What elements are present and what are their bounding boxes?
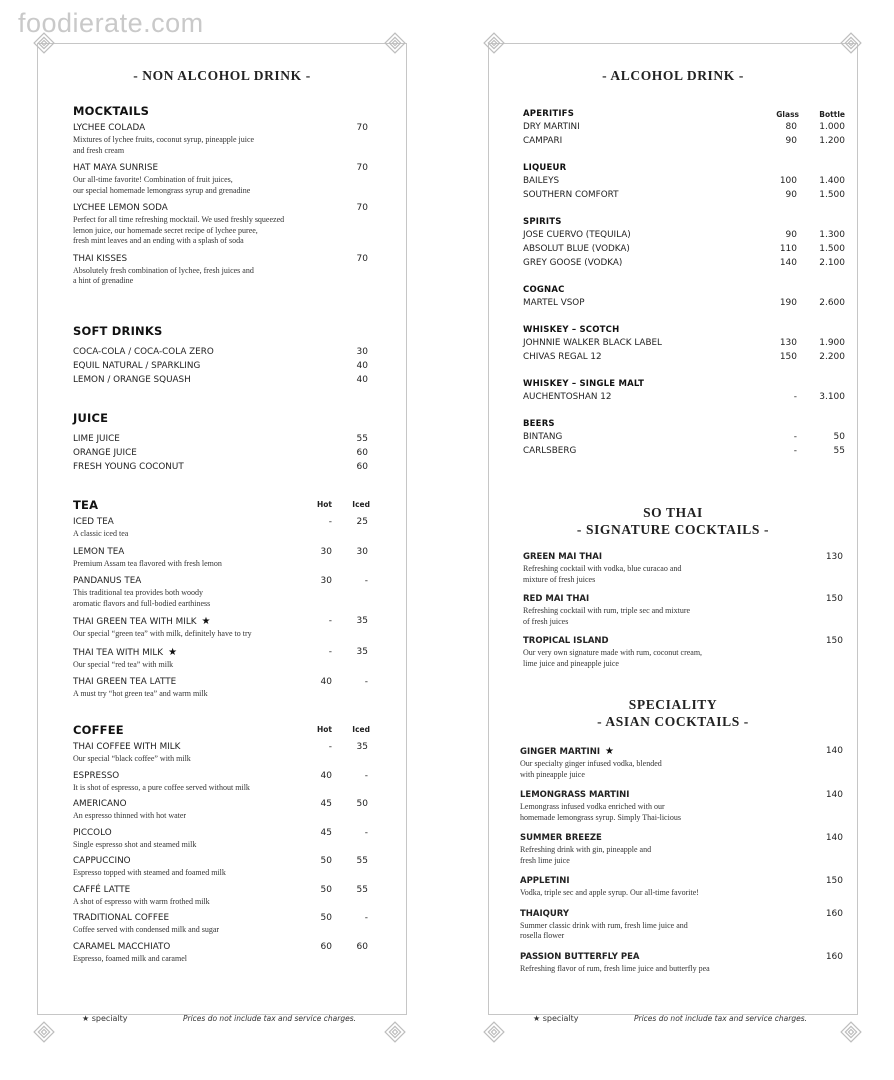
alcohol-group-heading: WHISKEY – SCOTCH: [523, 325, 620, 335]
item-price-hot: 50: [320, 856, 332, 866]
item-price-iced: 25: [356, 517, 368, 527]
corner-ornament-icon: [31, 1019, 57, 1045]
item-name: JOHNNIE WALKER BLACK LABEL: [523, 338, 662, 348]
item-description: Refreshing cocktail with vodka, blue curacao and mixture of fresh juices: [523, 564, 682, 584]
item-price-hot: 30: [320, 546, 332, 557]
item-description: Espresso topped with steamed and foamed milk: [73, 868, 226, 877]
item-price-price: 150: [825, 594, 843, 604]
coffee-heading: COFFEE: [73, 723, 124, 737]
alcohol-group: [523, 324, 845, 365]
menu-item: [73, 646, 370, 671]
item-description: Lemongrass infused vodka enriched with our homemade lemongrass syrup. Simply Thai-licious: [520, 802, 681, 822]
item-name: SOUTHERN COMFORT: [523, 190, 619, 200]
item-name: AUCHENTOSHAN 12: [523, 392, 612, 402]
menu-item: [523, 351, 845, 365]
menu-item: [523, 121, 845, 135]
menu-item: [523, 135, 845, 149]
item-price-glass: 140: [779, 258, 797, 268]
menu-item: [73, 253, 370, 287]
item-price-bottle: 1.400: [819, 176, 845, 186]
item-description: An espresso thinned with hot water: [73, 811, 187, 820]
item-description: Our special “green tea” with milk, definitely have to try: [73, 629, 252, 638]
alcohol-group-heading: APERITIFS: [523, 109, 575, 119]
item-description: Single espresso shot and steamed milk: [73, 839, 197, 849]
tea-hot-header: Hot: [316, 500, 332, 509]
menu-item: [523, 257, 845, 271]
item-price-hot: 50: [320, 913, 332, 923]
menu-item: [73, 884, 370, 908]
menu-item: [73, 615, 370, 640]
item-name: HAT MAYA SUNRISE: [73, 163, 159, 173]
item-name: THAI TEA WITH MILK ★: [73, 646, 178, 658]
menu-item: [73, 122, 370, 156]
item-price-bottle: 1.300: [819, 230, 845, 240]
alcohol-group-heading: LIQUEUR: [523, 163, 567, 173]
juice-section: [73, 411, 370, 475]
alcohol-group-heading: COGNAC: [523, 285, 565, 295]
mocktails-section: [73, 104, 370, 293]
corner-ornament-icon: [382, 1019, 408, 1045]
item-description: Vodka, triple sec and apple syrup. Our all-time favorite!: [520, 888, 699, 897]
non-alcohol-menu-panel: [37, 43, 407, 1023]
alcohol-group: [523, 284, 845, 311]
left-footer: [82, 1014, 356, 1028]
item-price-glass: 110: [779, 244, 797, 254]
item-name: ABSOLUT BLUE (VODKA): [523, 244, 630, 254]
item-name: THAI GREEN TEA LATTE: [73, 677, 177, 687]
item-price-bottle: 1.500: [819, 190, 845, 200]
item-price-price: 160: [825, 908, 843, 919]
menu-item: [73, 516, 370, 540]
speciality-title: SPECIALITY - ASIAN COCKTAILS -: [597, 697, 749, 729]
item-name: THAIQURY: [520, 908, 570, 919]
menu-item: [523, 229, 845, 243]
tax-note: Prices do not include tax and service charges.: [633, 1014, 807, 1023]
item-price-bottle: 3.100: [819, 392, 845, 402]
item-price-glass: 90: [785, 136, 797, 146]
menu-item: [73, 941, 370, 965]
item-price-hot: 45: [320, 799, 332, 809]
item-name: CAFFÉ LATTE: [73, 884, 131, 895]
menu-item: [520, 908, 845, 942]
alcohol-group-heading: SPIRITS: [523, 217, 562, 227]
specialty-legend: ★ specialty: [82, 1014, 128, 1023]
menu-item: [520, 789, 845, 823]
menu-item: [73, 202, 370, 247]
item-price-iced: 60: [356, 941, 368, 952]
item-name: LYCHEE COLADA: [73, 123, 146, 133]
star-icon: ★: [533, 1014, 541, 1023]
alcohol-group: [523, 162, 845, 203]
soft-drinks-section: [73, 324, 370, 388]
item-name: AMERICANO: [73, 799, 127, 809]
soft-drinks-heading: SOFT DRINKS: [73, 324, 163, 338]
item-name: THAI GREEN TEA WITH MILK ★: [73, 616, 211, 627]
corner-ornament-icon: [838, 1019, 864, 1045]
item-name: CHIVAS REGAL 12: [523, 352, 602, 362]
item-name: THAI COFFEE WITH MILK: [73, 742, 181, 752]
item-price-iced: -: [364, 576, 368, 586]
menu-item: [520, 745, 845, 780]
tax-note: Prices do not include tax and service charges.: [182, 1014, 356, 1023]
menu-item: [73, 798, 370, 822]
item-price-price: 140: [825, 790, 843, 800]
item-description: A classic iced tea: [73, 529, 129, 538]
item-price-hot: 45: [320, 827, 332, 838]
alcohol-group: [523, 378, 845, 405]
speciality-section: [520, 745, 845, 983]
item-name: GINGER MARTINI ★: [520, 746, 614, 757]
item-name: CAMPARI: [523, 136, 563, 146]
menu-item: [73, 575, 370, 609]
item-price-bottle: 1.200: [819, 136, 845, 146]
item-price-bottle: 1.500: [819, 244, 845, 254]
item-price-iced: 50: [356, 799, 368, 809]
alcohol-group: [523, 418, 845, 459]
menu-item: [520, 951, 845, 975]
menu-item: [523, 431, 845, 445]
menu-item: [523, 243, 845, 257]
item-name: PASSION BUTTERFLY PEA: [520, 951, 640, 962]
item-price-iced: 55: [356, 884, 368, 895]
item-price-glass: 190: [779, 298, 797, 308]
menu-item: [523, 297, 845, 311]
item-price-iced: 35: [356, 742, 368, 752]
item-name: TRADITIONAL COFFEE: [73, 913, 170, 923]
corner-ornament-icon: [481, 1019, 507, 1045]
star-icon: ★: [201, 616, 211, 627]
item-price-bottle: 2.100: [819, 258, 845, 268]
item-name: EQUIL NATURAL / SPARKLING: [73, 361, 201, 371]
item-price-hot: 30: [320, 576, 332, 586]
menu-item: [73, 360, 370, 373]
item-description: Espresso, foamed milk and caramel: [73, 953, 187, 963]
item-price-hot: 50: [320, 884, 332, 895]
item-price-bottle: 1.900: [819, 338, 845, 348]
alcohol-group: [523, 216, 845, 271]
menu-item: [73, 461, 370, 474]
bottle-header: Bottle: [819, 110, 845, 119]
corner-ornament-icon: [838, 30, 864, 56]
menu-item: [523, 175, 845, 189]
item-name: SUMMER BREEZE: [520, 833, 602, 843]
signature-title: SO THAI - SIGNATURE COCKTAILS -: [576, 505, 770, 537]
alcohol-group-heading: BEERS: [523, 419, 555, 429]
item-name: ORANGE JUICE: [73, 448, 137, 458]
item-price-price: 70: [356, 123, 368, 133]
item-name: GREY GOOSE (VODKA): [523, 258, 623, 268]
item-price-hot: 40: [320, 770, 332, 781]
item-name: GREEN MAI THAI: [523, 552, 603, 562]
menu-item: [520, 875, 845, 899]
item-price-price: 150: [825, 876, 843, 886]
item-description: Refreshing cocktail with rum, triple sec and mixture of fresh juices: [523, 606, 691, 626]
item-description: Premium Assam tea flavored with fresh lemon: [73, 558, 222, 568]
item-price-hot: 60: [320, 941, 332, 952]
item-price-price: 130: [825, 552, 843, 562]
watermark: foodierate.com: [18, 8, 204, 38]
item-price-glass: 100: [779, 176, 797, 186]
menu-item: [73, 855, 370, 879]
item-name: PICCOLO: [73, 827, 112, 838]
item-name: CARLSBERG: [523, 446, 577, 456]
item-name: JOSE CUERVO (TEQUILA): [523, 230, 631, 240]
menu-item: [73, 374, 370, 387]
item-price-price: 60: [356, 448, 368, 458]
item-price-glass: 90: [785, 230, 797, 240]
menu-item: [73, 912, 370, 936]
item-name: CARAMEL MACCHIATO: [73, 941, 171, 952]
corner-ornament-icon: [31, 30, 57, 56]
item-description: Our special “black coffee” with milk: [73, 754, 191, 763]
item-name: DRY MARTINI: [523, 122, 580, 132]
item-description: Our very own signature made with rum, coconut cream, lime juice and pineapple juice: [523, 648, 703, 668]
glass-header: Glass: [776, 110, 799, 119]
item-description: Refreshing flavor of rum, fresh lime juice and butterfly pea: [520, 963, 710, 973]
coffee-iced-header: Iced: [352, 725, 370, 734]
right-footer: [533, 1014, 807, 1028]
item-price-price: 70: [356, 253, 368, 264]
menu-item: [73, 433, 370, 446]
item-name: CAPPUCCINO: [73, 856, 131, 866]
item-price-price: 70: [356, 163, 368, 173]
item-price-bottle: 50: [833, 432, 845, 442]
item-price-iced: -: [364, 677, 368, 687]
star-icon: ★: [168, 646, 178, 658]
item-price-price: 60: [356, 462, 368, 472]
item-description: Coffee served with condensed milk and sugar: [73, 925, 220, 934]
star-icon: ★: [604, 746, 614, 757]
item-price-price: 40: [356, 361, 368, 371]
signature-section: [523, 551, 845, 677]
item-price-iced: 35: [356, 616, 368, 626]
coffee-hot-header: Hot: [316, 725, 332, 734]
star-icon: ★: [82, 1014, 90, 1023]
non-alcohol-title: - NON ALCOHOL DRINK -: [133, 68, 311, 83]
item-description: Our specialty ginger infused vodka, blended with pineapple juice: [520, 759, 662, 779]
item-price-iced: -: [364, 827, 368, 838]
item-name: BINTANG: [523, 432, 563, 442]
menu-item: [73, 741, 370, 765]
item-price-price: 140: [825, 833, 843, 843]
menu-item: [520, 832, 845, 866]
item-name: BAILEYS: [523, 176, 560, 186]
item-price-glass: -: [793, 392, 797, 402]
menu-item: [73, 827, 370, 851]
item-price-glass: 130: [779, 338, 797, 348]
item-price-iced: 30: [356, 546, 368, 557]
menu-item: [73, 447, 370, 460]
menu-item: [73, 346, 370, 359]
menu-item: [523, 391, 845, 405]
menu-item: [523, 551, 845, 585]
item-name: COCA-COLA / COCA-COLA ZERO: [73, 347, 214, 357]
item-price-hot: -: [328, 742, 332, 752]
item-price-glass: 150: [779, 352, 797, 362]
item-price-price: 140: [825, 746, 843, 756]
item-price-bottle: 55: [833, 446, 845, 456]
alcohol-group-heading: WHISKEY – SINGLE MALT: [523, 379, 645, 389]
menu-item: [73, 162, 370, 196]
mocktails-heading: MOCKTAILS: [73, 104, 150, 118]
item-price-price: 30: [356, 347, 368, 357]
item-price-glass: 90: [785, 190, 797, 200]
item-price-price: 70: [356, 203, 368, 213]
item-price-iced: -: [364, 770, 368, 781]
item-description: It is shot of espresso, a pure coffee served without milk: [73, 782, 250, 792]
item-name: RED MAI THAI: [523, 594, 590, 604]
item-name: PANDANUS TEA: [73, 576, 142, 586]
specialty-legend: ★ specialty: [533, 1014, 579, 1023]
item-name: MARTEL VSOP: [523, 298, 585, 308]
item-description: Absolutely fresh combination of lychee, fresh juices and a hint of grenadine: [73, 265, 254, 285]
tea-iced-header: Iced: [352, 500, 370, 509]
tea-heading: TEA: [73, 498, 99, 512]
item-price-iced: 35: [356, 646, 368, 657]
item-name: LEMONGRASS MARTINI: [520, 790, 630, 800]
item-name: ICED TEA: [73, 517, 114, 527]
menu-item: [523, 635, 845, 669]
item-price-glass: 80: [785, 122, 797, 132]
item-description: Perfect for all time refreshing mocktail. We used freshly squeezed lemon juice, our homemade secret recipe of lychee puree, fresh mint leaves and an ending with a splash of soda: [73, 215, 285, 245]
item-name: THAI KISSES: [73, 253, 128, 264]
item-name: ESPRESSO: [73, 770, 120, 781]
item-name: APPLETINI: [520, 876, 570, 886]
item-name: LYCHEE LEMON SODA: [73, 203, 168, 213]
item-description: This traditional tea provides both woody aromatic flavors and full-bodied earthiness: [73, 588, 211, 608]
item-price-hot: 40: [320, 677, 332, 687]
alcohol-menu-panel: [488, 43, 858, 1023]
item-description: A shot of espresso with warm frothed milk: [73, 896, 210, 906]
item-price-bottle: 2.600: [819, 298, 845, 308]
item-price-price: 40: [356, 375, 368, 385]
menu-item: [523, 189, 845, 203]
menu-item: [523, 337, 845, 351]
tea-section: [73, 498, 370, 706]
item-description: Our all-time favorite! Combination of fruit juices, our special homemade lemongrass syrup and grenadine: [73, 175, 251, 195]
item-price-glass: -: [793, 432, 797, 442]
item-price-price: 160: [825, 951, 843, 962]
item-price-hot: -: [328, 616, 332, 626]
item-name: LEMON TEA: [73, 546, 125, 557]
item-price-bottle: 2.200: [819, 352, 845, 362]
item-price-bottle: 1.000: [819, 122, 845, 132]
coffee-section: [73, 723, 370, 969]
item-description: Summer classic drink with rum, fresh lime juice and rosella flower: [520, 920, 688, 940]
item-price-price: 150: [825, 636, 843, 646]
item-name: FRESH YOUNG COCONUT: [73, 462, 184, 472]
corner-ornament-icon: [481, 30, 507, 56]
item-description: A must try “hot green tea” and warm milk: [73, 689, 208, 698]
corner-ornament-icon: [382, 30, 408, 56]
menu-item: [73, 770, 370, 794]
item-price-glass: -: [793, 446, 797, 456]
menu-item: [523, 445, 845, 459]
item-description: Our special “red tea” with milk: [73, 659, 174, 669]
item-name: TROPICAL ISLAND: [523, 636, 609, 646]
menu-item: [523, 593, 845, 627]
item-price-price: 55: [356, 434, 368, 444]
item-price-hot: -: [328, 517, 332, 527]
item-price-iced: 55: [356, 856, 368, 866]
alcohol-title: - ALCOHOL DRINK -: [602, 68, 744, 83]
juice-heading: JUICE: [73, 411, 109, 425]
menu-item: [73, 676, 370, 700]
alcohol-list-section: [523, 108, 845, 472]
item-name: LIME JUICE: [73, 434, 120, 444]
item-price-iced: -: [364, 913, 368, 923]
item-price-hot: -: [328, 646, 332, 657]
item-description: Mixtures of lychee fruits, coconut syrup, pineapple juice and fresh cream: [73, 135, 255, 155]
menu-item: [73, 546, 370, 570]
item-name: LEMON / ORANGE SQUASH: [73, 375, 191, 385]
item-description: Refreshing drink with gin, pineapple and fresh lime juice: [520, 845, 652, 865]
